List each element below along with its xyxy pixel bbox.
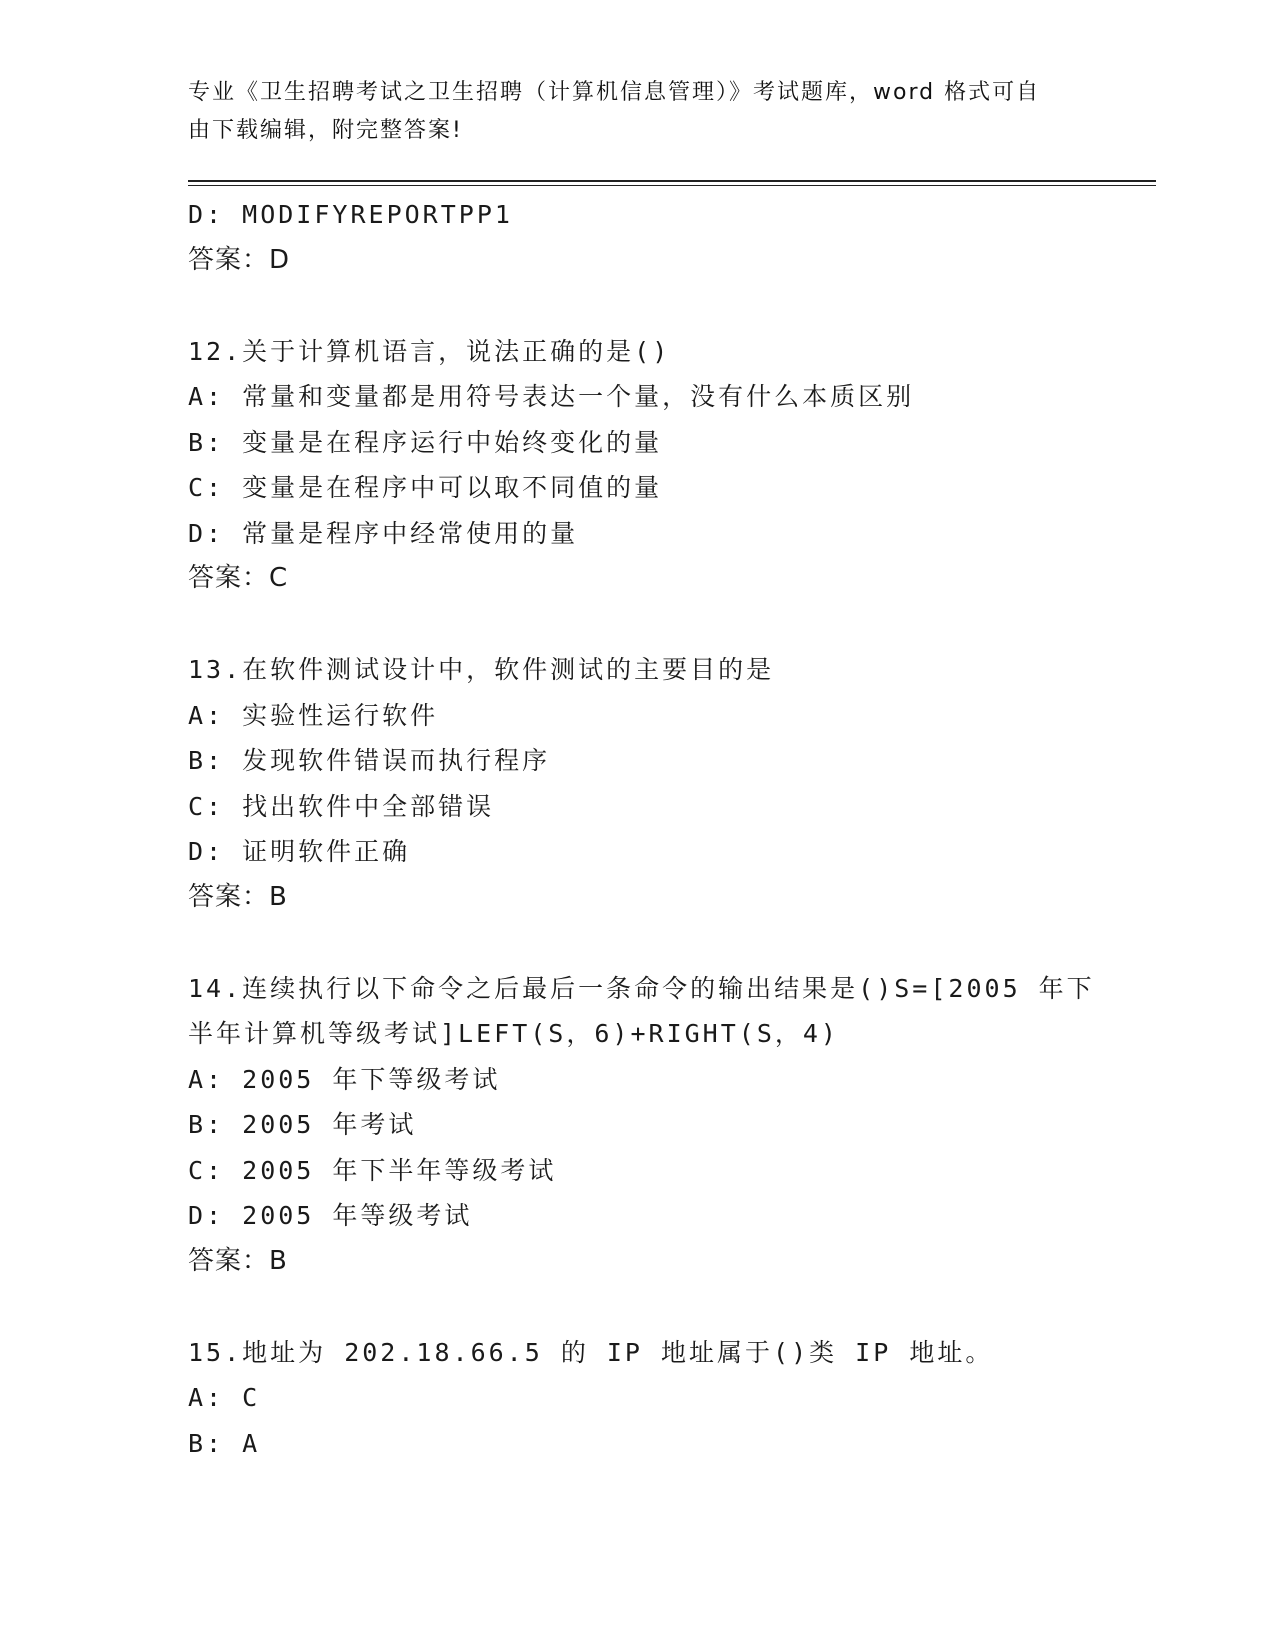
- question-12: [188, 329, 1088, 602]
- spacer: [188, 920, 1088, 966]
- option-d: D: MODIFYREPORTPP1: [188, 200, 513, 229]
- question-15: [188, 1330, 1088, 1467]
- option-c: C: 找出软件中全部错误: [188, 791, 495, 821]
- question-stem: 15.地址为 202.18.66.5 的 IP 地址属于()类 IP 地址。: [188, 1337, 994, 1367]
- spacer: [188, 1284, 1088, 1330]
- question-stem-line-1: 14.连续执行以下命令之后最后一条命令的输出结果是()S=[2005 年下: [188, 973, 1095, 1003]
- question-stem-line-2: 半年计算机等级考试]LEFT(S，6)+RIGHT(S，4): [188, 1019, 839, 1048]
- question-list: [188, 192, 1095, 1466]
- option-d: D: 证明软件正确: [188, 837, 411, 866]
- question-13: [188, 647, 1088, 920]
- question-14: [188, 966, 1095, 1285]
- option-c: C: 变量是在程序中可以取不同值的量: [188, 473, 663, 502]
- option-b: B: 变量是在程序运行中始终变化的量: [188, 427, 663, 457]
- header-title-line-1: 专业《卫生招聘考试之卫生招聘（计算机信息管理）》考试题库，word 格式可自: [188, 80, 1041, 105]
- option-b: B: A: [188, 1428, 261, 1458]
- option-a: A: 2005 年下等级考试: [188, 1064, 501, 1094]
- header-divider: [188, 180, 1156, 186]
- option-a: A: 实验性运行软件: [188, 700, 439, 730]
- question-stem: 12.关于计算机语言，说法正确的是(): [188, 336, 671, 366]
- option-d: D: 2005 年等级考试: [188, 1201, 473, 1230]
- document-header: [188, 74, 1068, 150]
- spacer: [188, 602, 1088, 648]
- option-d: D: 常量是程序中经常使用的量: [188, 518, 579, 548]
- option-a: A: C: [188, 1383, 261, 1412]
- spacer: [188, 283, 1088, 329]
- header-title-line-2: 由下载编辑，附完整答案!: [188, 118, 463, 143]
- option-b: B: 发现软件错误而执行程序: [188, 746, 551, 775]
- answer: 答案：B: [188, 881, 288, 912]
- answer: 答案：D: [188, 244, 291, 275]
- option-a: A: 常量和变量都是用符号表达一个量，没有什么本质区别: [188, 382, 915, 411]
- question-11-tail: [188, 192, 1088, 283]
- option-c: C: 2005 年下半年等级考试: [188, 1155, 557, 1185]
- question-stem: 13.在软件测试设计中，软件测试的主要目的是: [188, 655, 775, 684]
- option-b: B: 2005 年考试: [188, 1110, 417, 1139]
- answer: 答案：C: [188, 563, 289, 593]
- answer: 答案：B: [188, 1245, 288, 1276]
